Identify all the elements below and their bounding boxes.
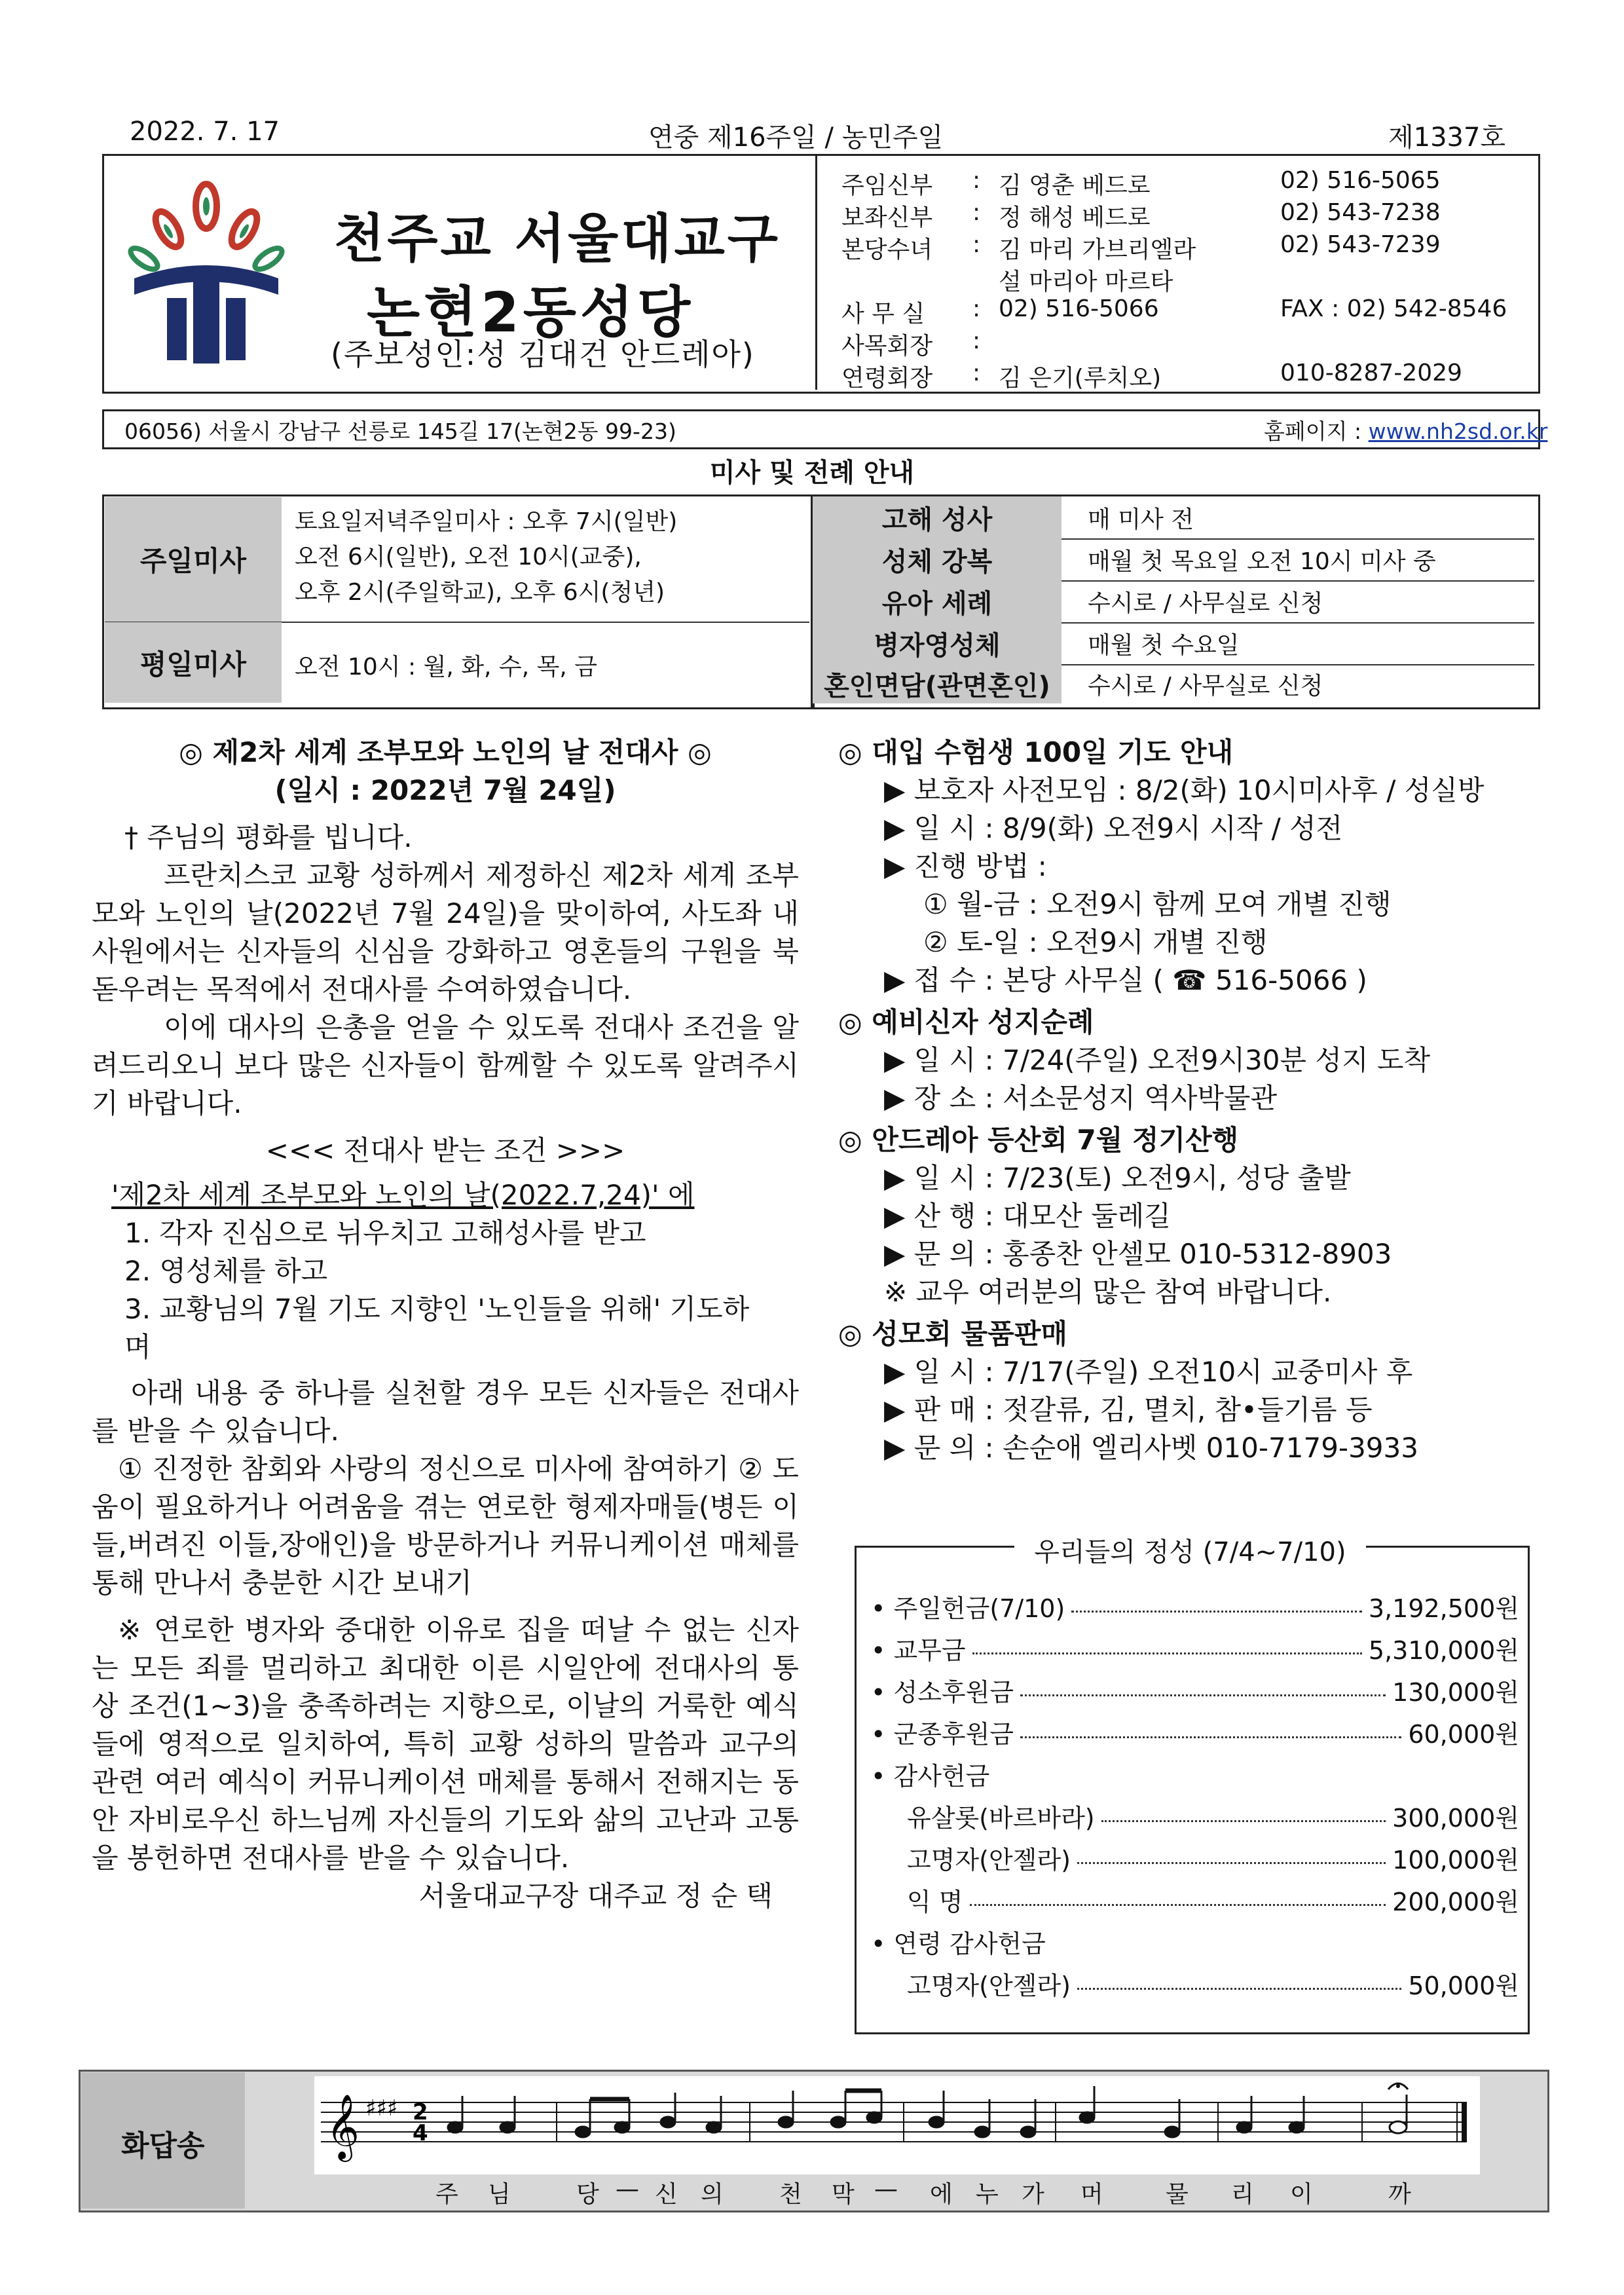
diocese-name: 천주교 서울대교구 [334,208,781,269]
issue-number: 제1337호 [1388,122,1506,153]
church-logo-icon [128,180,285,367]
notice-line: ▶ 일 시 : 8/9(화) 오전9시 시작 / 성전 [884,812,1343,844]
staff-row: 설 마리아 마르타 [999,269,1173,295]
notice-line: ▶ 일 시 : 7/23(토) 오전9시, 성당 출발 [884,1162,1351,1194]
lyric-syllable: — [874,2176,898,2203]
lyric-syllable: 막 [832,2181,855,2208]
notices [838,734,1545,1467]
article-date: (일시 : 2022년 7월 24일) [274,774,616,806]
staff-row: 사목회장 : [841,327,981,360]
sacrament-row: 성체 강복 매월 첫 목요일 오전 10시 미사 중 [813,538,1534,582]
paragraph: ① 진정한 참회와 사랑의 정신으로 미사에 참여하기 ② 도움이 필요하거나 어려움을 겪는 연로한 형제자매들(병든 이들,버려진 이들,장애인)을 방문하거나 커뮤니케이션 매체를 통해 만나서 충분한 시간 보내기 [92,1453,799,1599]
mass-section-title: 미사 및 전례 안내 [709,458,915,488]
greeting: † 주님의 평화를 빕니다. [124,821,413,853]
svg-text:2: 2 [413,2099,428,2125]
homepage [1264,415,1547,445]
notice-line: ▶ 일 시 : 7/17(주일) 오전10시 교중미사 후 [884,1356,1413,1388]
lyric-syllable: — [616,2176,639,2203]
offering-row: • 감사헌금 [871,1761,990,1791]
lyric-syllable: 이 [1290,2181,1313,2208]
paragraph: 이에 대사의 은총을 얻을 수 있도록 전대사 조건을 알려드리오니 보다 많은 신자들이 함께할 수 있도록 알려주시기 바랍니다. [92,1011,799,1119]
paragraph: 프란치스코 교황 성하께서 제정하신 제2차 세계 조부모와 노인의 날(2022년 7월 24일)을 맞이하여, 사도좌 내사원에서는 신자들의 신심을 강화하고 영혼들의 구원을 북돋우려는 목적에서 전대사를 수여하였습니다. [92,859,799,1005]
lyric-syllable: 님 [488,2181,511,2208]
staff-row: 연령회장 : 김 은기(루치오) 010-8287-2029 [841,360,1462,392]
sunday-mass-line: 오전 6시(일반), 오전 10시(교중), [295,544,642,570]
notice-line: ▶ 판 매 : 젓갈류, 김, 멸치, 참•들기름 등 [884,1394,1373,1426]
weekday-mass-text: 오전 10시 : 월, 화, 수, 목, 금 [295,654,598,681]
offering-row: • 연령 감사헌금 [871,1929,1046,1958]
church-address: 06056) 서울시 강남구 선릉로 145길 17(논현2동 99-23) [124,419,676,444]
offering-row: • 주일헌금(7/10) 3,192,500원 [871,1594,1519,1623]
svg-text:♯♯♯: ♯♯♯ [365,2095,398,2121]
notice-line: ① 월-금 : 오전9시 함께 모여 개별 진행 [923,888,1392,920]
notice-line: ▶ 접 수 : 본당 사무실 ( ☎ 516-5066 ) [884,964,1367,996]
notice-line: ▶ 진행 방법 : [884,850,1047,882]
homepage-label: 홈페이지 : [1264,419,1362,444]
patron-saint: (주보성인:성 김대건 안드레아) [331,337,755,372]
sacrament-row: 고해 성사 매 미사 전 [813,496,1534,540]
offering-row: 고명자(안젤라) 50,000원 [907,1971,1519,2000]
lyric-syllable: 물 [1166,2181,1189,2208]
signature: 서울대교구장 대주교 정 순 택 [418,1880,773,1912]
notice-title: ◎ 안드레아 등산회 7월 정기산행 [838,1124,1239,1156]
notice-line: ▶ 문 의 : 손순애 엘리사벳 010-7179-3933 [884,1432,1418,1464]
notice-line: ▶ 산 행 : 대모산 둘레길 [884,1200,1171,1232]
offering-row: • 성소후원금 130,000원 [871,1677,1519,1707]
staff-row: 보좌신부 : 정 해성 베드로 02) 543-7238 [841,199,1441,231]
church-name: 논현2동성당 [367,280,695,345]
music-staff [314,2076,1480,2174]
sunday-mass-line: 토요일저녁주일미사 : 오후 7시(일반) [295,508,678,535]
notice-title: ◎ 예비신자 성지순례 [838,1006,1094,1038]
notice-line: ▶ 일 시 : 7/24(주일) 오전9시30분 성지 도착 [884,1044,1431,1076]
weekday-mass-label: 평일미사 [105,622,282,703]
sacrament-row: 병자영성체 매월 첫 수요일 [813,622,1534,665]
lyric-syllable: 천 [779,2181,802,2208]
condition-title: <<< 전대사 받는 조건 >>> [265,1134,625,1166]
paragraph: 아래 내용 중 하나를 실천할 경우 모든 신자들은 전대사를 받을 수 있습니다. [92,1377,799,1447]
svg-text:4: 4 [413,2120,428,2146]
sacrament-row: 유아 세례 수시로 / 사무실로 신청 [813,580,1534,624]
offering-row: 고명자(안젤라) 100,000원 [907,1845,1519,1875]
offering-row: 유살롯(바르바라) 300,000원 [907,1803,1519,1833]
issue-date: 2022. 7. 17 [130,117,280,147]
staff-row: 사 무 실 : 02) 516-5066 FAX : 02) 542-8546 [841,295,1507,327]
notice-title: ◎ 성모회 물품판매 [838,1318,1067,1350]
offering-row: 익 명 200,000원 [907,1887,1519,1916]
lyric-syllable: 신 [655,2181,678,2208]
lyric-syllable: 가 [1022,2181,1044,2208]
lyric-syllable: 의 [701,2181,724,2208]
lyric-syllable: 머 [1080,2181,1103,2208]
lyric-syllable: 주 [435,2181,458,2208]
condition-intro: '제2차 세계 조부모와 노인의 날(2022.7,24)' 에 [111,1179,695,1211]
offering-row: • 교무금 5,310,000원 [871,1635,1519,1665]
lyric-syllable: 까 [1388,2181,1411,2208]
indulgence-article [92,734,799,1915]
svg-text:𝄞: 𝄞 [326,2094,360,2159]
lyric-syllable: 당 [576,2181,599,2208]
psalm-label: 화답송 [121,2129,205,2163]
staff-row: 본당수녀 : 김 마리 가브리엘라 02) 543-7239 [841,231,1441,263]
notice-line: ② 토-일 : 오전9시 개별 진행 [923,926,1268,958]
lyric-syllable: 누 [976,2181,999,2208]
notice-line: ▶ 보호자 사전모임 : 8/2(화) 10시미사후 / 성실방 [884,774,1485,806]
header-divider [815,154,817,390]
homepage-link[interactable]: www.nh2sd.or.kr [1368,419,1548,444]
staff-directory [841,167,1529,392]
notice-line: ※ 교우 여러분의 많은 참여 바랍니다. [884,1276,1332,1308]
notice-title: ◎ 대입 수험생 100일 기도 안내 [838,736,1234,768]
notice-line: ▶ 장 소 : 서소문성지 역사박물관 [884,1082,1278,1114]
article-title: ◎ 제2차 세계 조부모와 노인의 날 전대사 ◎ [179,736,712,768]
notice-line: ▶ 문 의 : 홍종찬 안셀모 010-5312-8903 [884,1238,1392,1270]
offering-row: • 군종후원금 60,000원 [871,1719,1519,1749]
condition-item: 3. 교황님의 7월 기도 지향인 '노인들을 위해' 기도하며 [124,1293,750,1363]
condition-item: 1. 각자 진심으로 뉘우치고 고해성사를 받고 [124,1217,646,1249]
lyric-syllable: 에 [930,2181,953,2208]
paragraph: ※ 연로한 병자와 중대한 이유로 집을 떠날 수 없는 신자는 모든 죄를 멀리하고 최대한 이른 시일안에 전대사의 통상 조건(1~3)을 충족하려는 지향으로, 이날의 거룩한 예식들에 영적으로 일치하여, 특히 교황 성하의 말씀과 교구의 관련 여러 예식이 커뮤니케이션 매체를 통해서 전해지는 동안 자비로우신 하느님께 자신들의 기도와 삶의 고난과 고통을 봉헌하면 전대사를 받을 수 있습니다. [92,1614,799,1874]
condition-item: 2. 영성체를 하고 [124,1255,328,1287]
lyric-syllable: 리 [1231,2181,1254,2208]
offerings-title: 우리들의 정성 (7/4~7/10) [855,1531,1526,1569]
liturgical-day: 연중 제16주일 / 농민주일 [648,122,944,153]
sunday-mass-line: 오후 2시(주일학교), 오후 6시(청년) [295,579,665,606]
staff-row: 주임신부 : 김 영춘 베드로 02) 516-5065 [841,167,1441,199]
sunday-mass-label: 주일미사 [105,497,282,622]
sacrament-row: 혼인면담(관면혼인) 수시로 / 사무실로 신청 [813,664,1534,703]
